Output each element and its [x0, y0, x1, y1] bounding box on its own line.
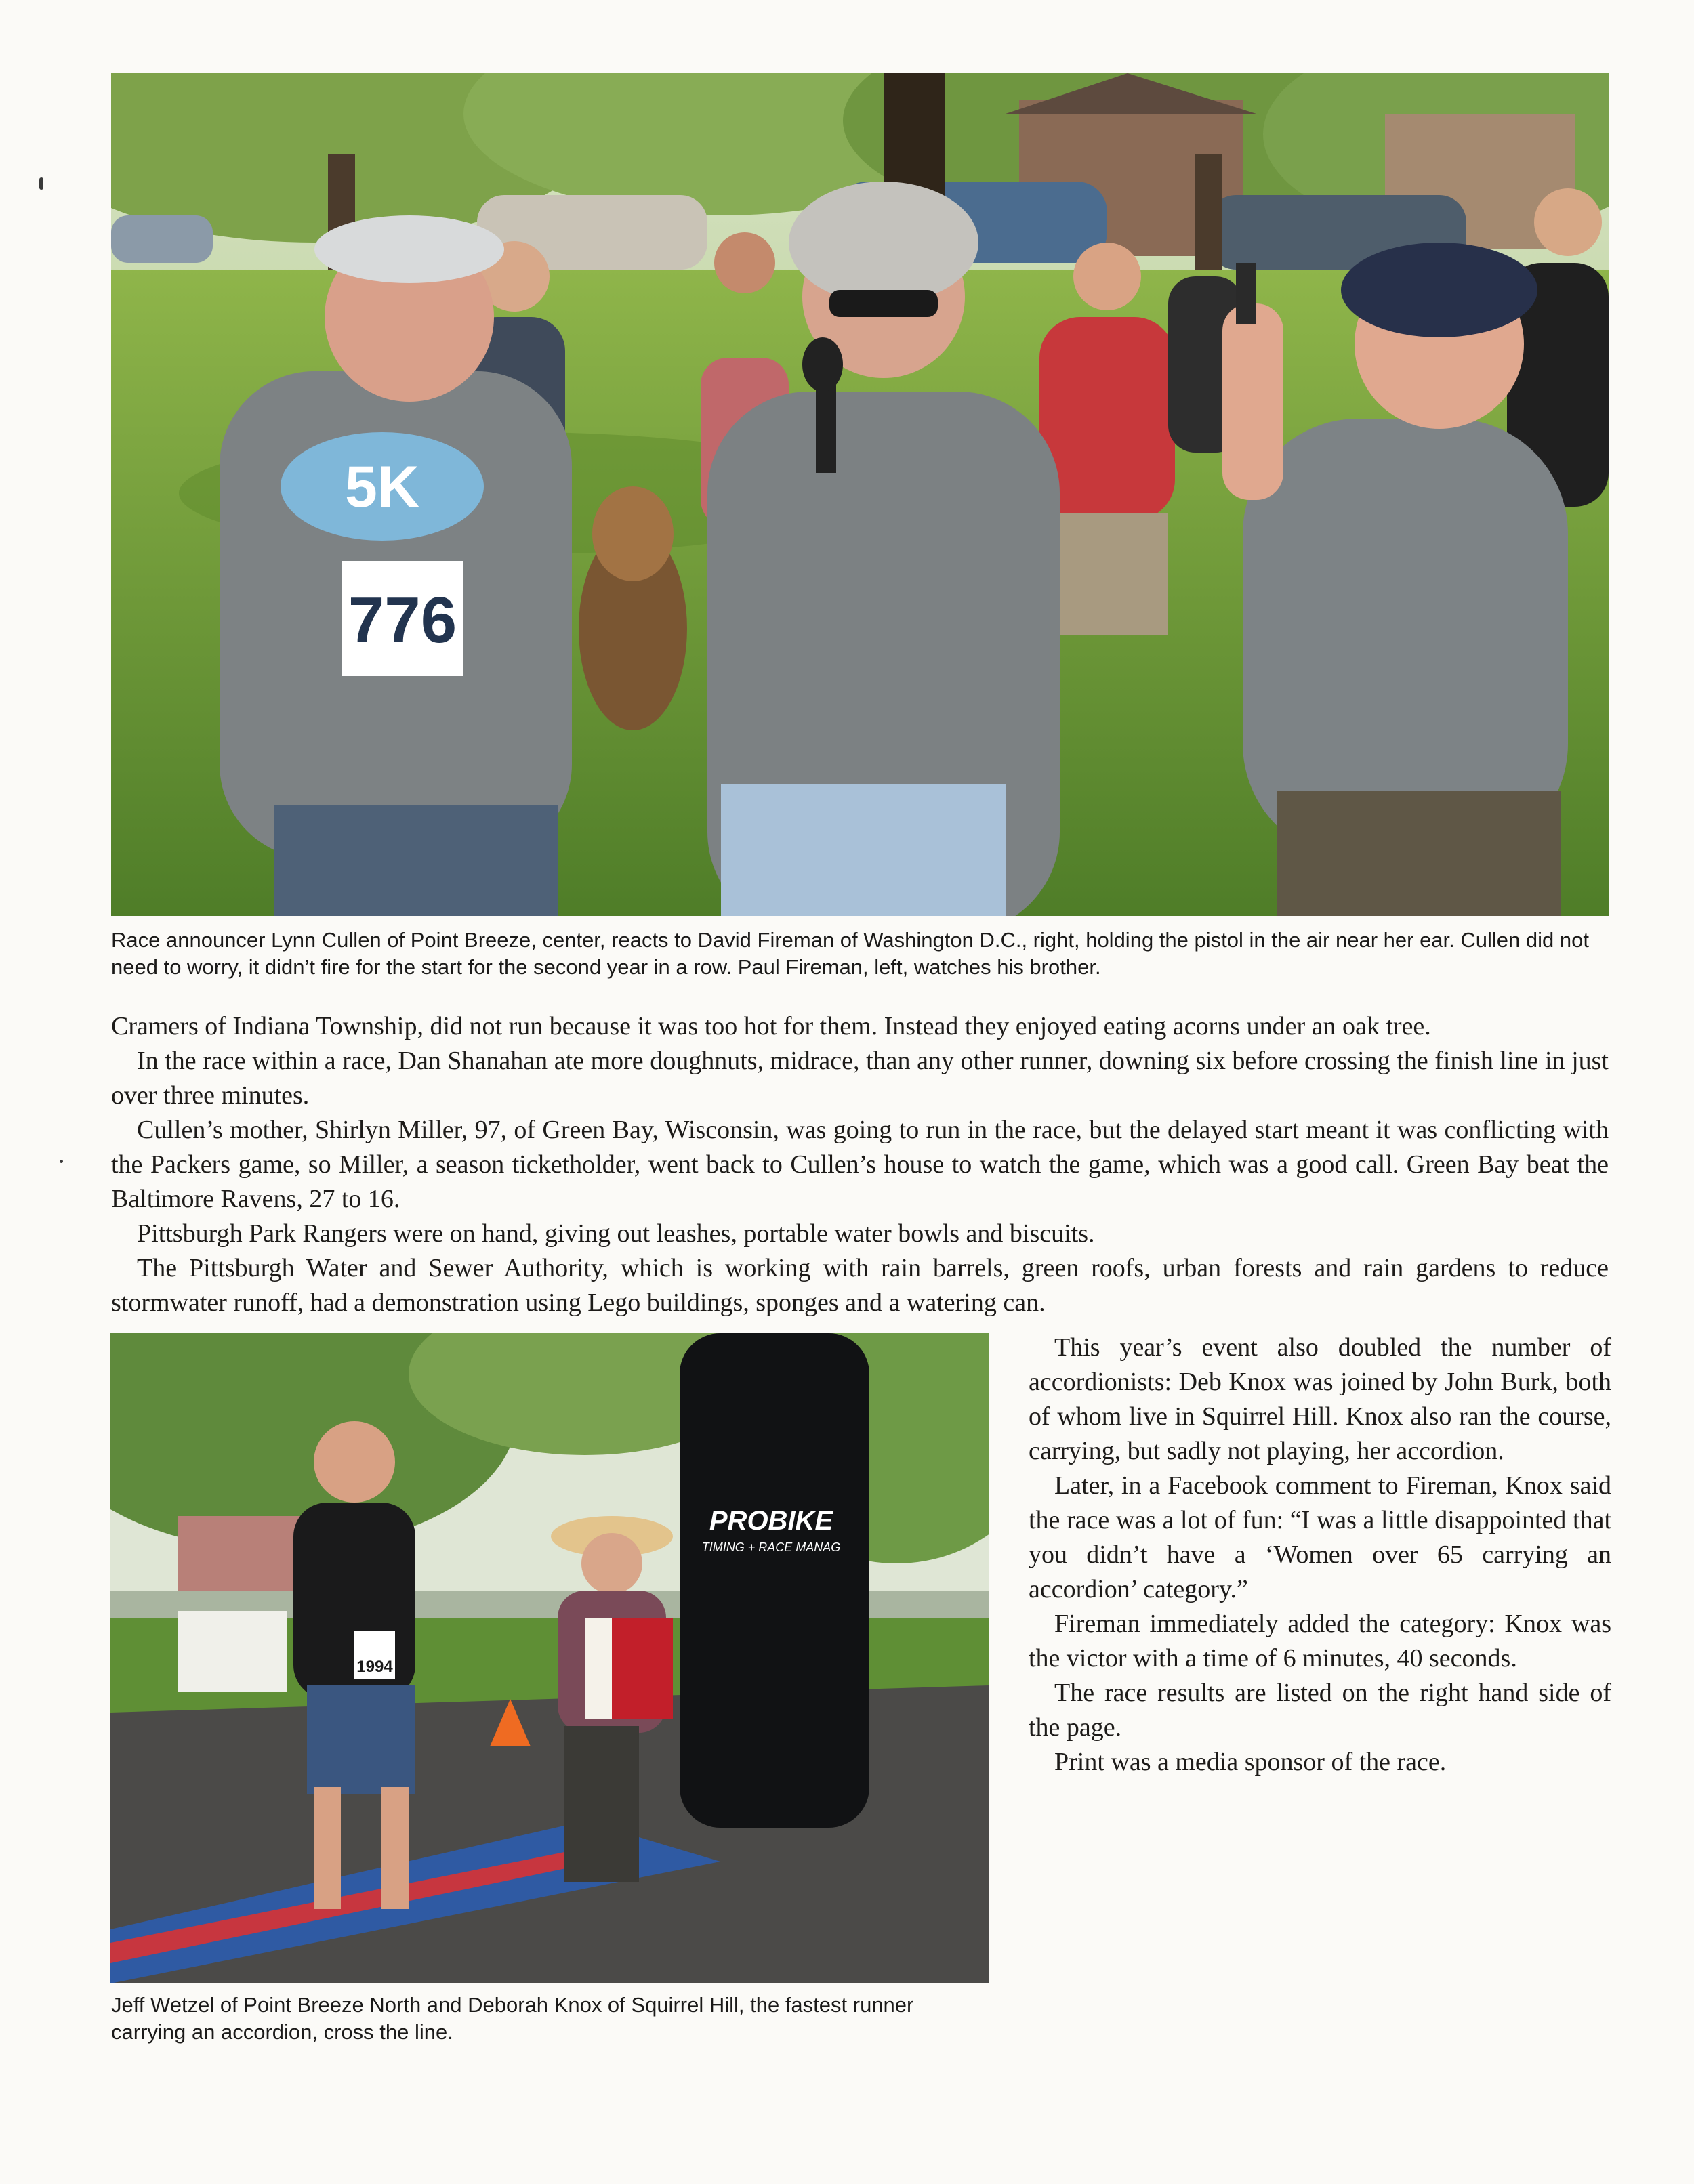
photo-race-announcer [111, 73, 1609, 916]
photo-accordion-finish-art [110, 1333, 989, 1983]
photo-accordion-finish [110, 1333, 989, 1983]
article-paragraph: The race results are listed on the right hand side of the page. [1029, 1679, 1611, 1742]
scan-speck [39, 177, 43, 190]
article-paragraph: In the race within a race, Dan Shanahan ate more doughnuts, midrace, than any other runner, downing six before crossing the finish line in just over three minutes. [111, 1047, 1609, 1110]
article-paragraph: The Pittsburgh Water and Sewer Authority, which is working with rain barrels, green roofs, urban forests and rain gardens to reduce stormwater runoff, had a demonstration using Lego buildings, sponges and a watering can. [111, 1254, 1609, 1317]
article-paragraph: Fireman immediately added the category: Knox was the victor with a time of 6 minutes, 40 seconds. [1029, 1610, 1611, 1673]
article-body-column [1029, 1330, 1611, 1780]
photo-caption-top: Race announcer Lynn Cullen of Point Breeze, center, reacts to David Fireman of Washington D.C., right, holding the pistol in the air near her ear. Cullen did not need to worry, it didn’t fire for the start for the second year in a row. Paul Fireman, left, watches his brother. [111, 928, 1589, 979]
article-paragraph: Cullen’s mother, Shirlyn Miller, 97, of Green Bay, Wisconsin, was going to run in the race, but the delayed start meant it was conflicting with the Packers game, so Miller, a season ticketholder, went back to Cullen’s house to watch the game, which was a good call. Green Bay beat the Baltimore Ravens, 27 to 16. [111, 1116, 1609, 1213]
article-paragraph: Pittsburgh Park Rangers were on hand, giving out leashes, portable water bowls and biscuits. [137, 1219, 1095, 1248]
photo-caption-bottom: Jeff Wetzel of Point Breeze North and Deborah Knox of Squirrel Hill, the fastest runner carrying an accordion, cross the line. [111, 1993, 914, 2044]
article-paragraph: Later, in a Facebook comment to Fireman, Knox said the race was a lot of fun: “I was a little disappointed that you didn’t have a ‘Women over 65 carrying an accordion’ category.” [1029, 1471, 1611, 1603]
article-paragraph: This year’s event also doubled the number of accordionists: Deb Knox was joined by John Burk, both of whom live in Squirrel Hill. Knox also ran the course, carrying, but sadly not playing, her accordion. [1029, 1333, 1611, 1465]
bib-number-776: 776 [348, 584, 457, 656]
article-paragraph: Cramers of Indiana Township, did not run because it was too hot for them. Instead they enjoyed eating acorns under an oak tree. [111, 1012, 1431, 1041]
article-body-full-width [111, 1009, 1609, 1320]
shirt-5k-text: 5K [345, 455, 419, 520]
article-paragraph: Print was a media sponsor of the race. [1054, 1748, 1447, 1776]
bib-number-1994: 1994 [356, 1658, 393, 1676]
arch-logo-subtext: TIMING + RACE MANAG [701, 1540, 841, 1554]
scan-speck [60, 1160, 63, 1163]
photo-race-announcer-art [111, 73, 1609, 916]
arch-logo-text: PROBIKE [709, 1506, 833, 1536]
